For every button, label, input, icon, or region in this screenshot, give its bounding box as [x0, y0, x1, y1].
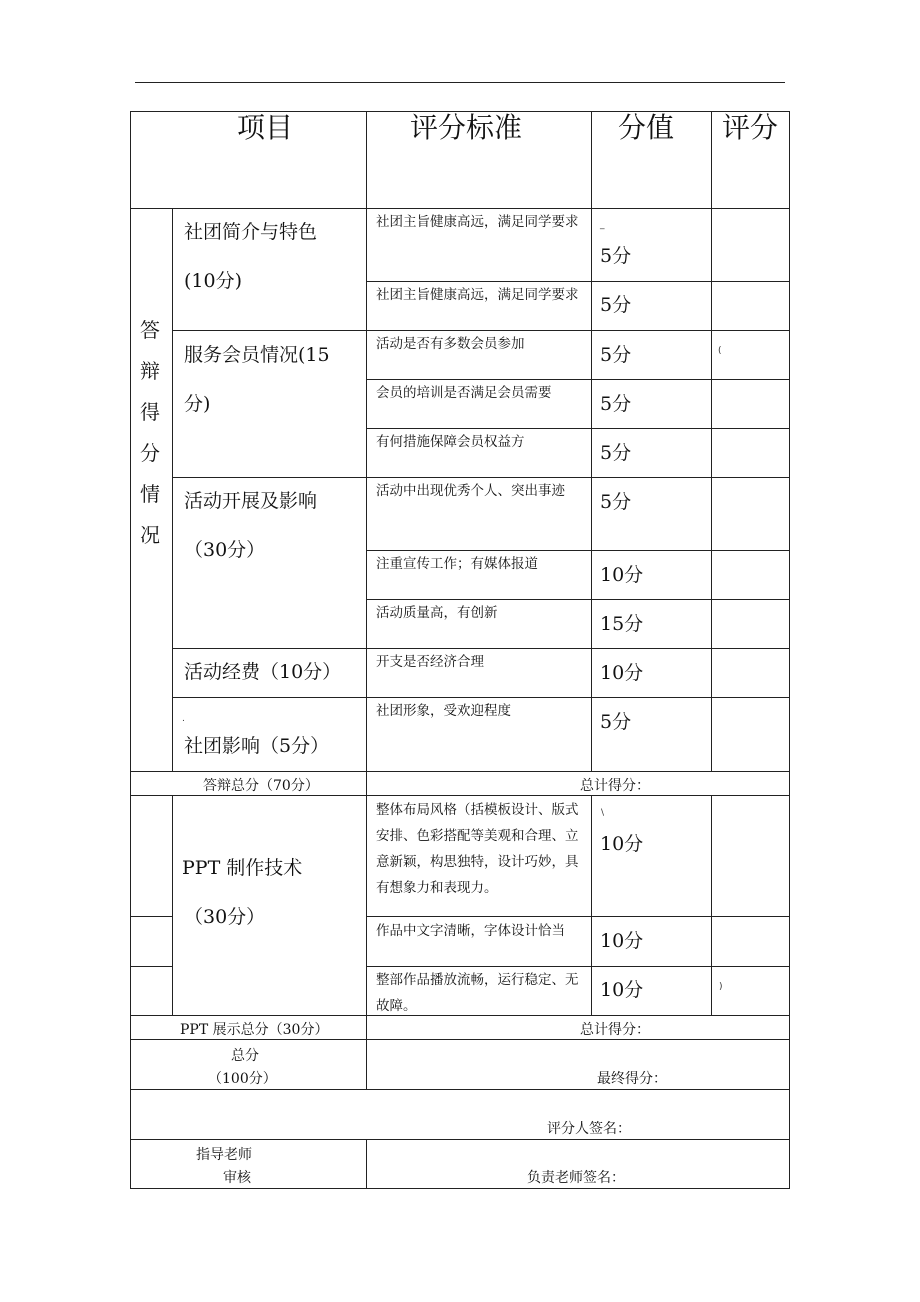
score-input-cell[interactable]	[711, 648, 790, 698]
grader-sign-label: 评分人签名：	[547, 1121, 631, 1137]
value-text: 10分	[600, 930, 644, 952]
value-text: 5分	[600, 491, 632, 513]
score-input-cell[interactable]	[711, 697, 790, 772]
criteria-text: 整部作品播放流畅，运行稳定、无故障。	[376, 972, 579, 1014]
side-char: 分	[140, 441, 160, 465]
top-rule	[135, 82, 785, 83]
criteria-text: 整体布局风格（括模板设计、版式安排、色彩搭配等美观和合理、立意新颖，构思独特，设计巧妙，具有想象力和表现力。	[376, 802, 579, 896]
ppt-total-score-label: 总计得分：	[580, 1022, 650, 1038]
criteria-text: 活动中出现优秀个人、突出事迹	[376, 483, 565, 499]
score-input-cell[interactable]	[711, 330, 790, 380]
criteria-text: 社团主旨健康高远，满足同学要求	[376, 287, 579, 303]
advisor-label: 指导老师	[196, 1147, 252, 1163]
score-input-cell[interactable]	[711, 550, 790, 600]
final-score-cell[interactable]	[366, 1039, 790, 1090]
criteria-text: 会员的培训是否满足会员需要	[376, 385, 552, 401]
ppt-side-cell	[130, 966, 173, 1016]
group-points: 分)	[184, 393, 211, 415]
value-text: 10分	[600, 662, 644, 684]
defense-total-score-label: 总计得分：	[580, 778, 650, 794]
side-char: 况	[140, 523, 160, 547]
criteria-text: 作品中文字清晰，字体设计恰当	[376, 923, 565, 939]
value-text: 5分	[600, 294, 632, 316]
group-name: 服务会员情况(15	[184, 344, 330, 366]
group-name: 活动开展及影响	[184, 490, 318, 512]
ppt-total-label: PPT 展示总分（30分）	[180, 1022, 329, 1038]
ppt-name: PPT 制作技术	[182, 857, 303, 879]
score-input-cell[interactable]	[711, 795, 790, 917]
value-text: 5分	[600, 711, 632, 733]
review-label: 审核	[223, 1170, 251, 1186]
teacher-sign-label: 负责老师签名：	[527, 1170, 625, 1186]
ppt-side-cell	[130, 916, 173, 967]
value-text: 5分	[600, 245, 632, 267]
header-value: 分值	[618, 111, 675, 144]
score-input-cell[interactable]	[711, 379, 790, 429]
header-score: 评分	[722, 111, 779, 144]
grader-sign-cell[interactable]	[130, 1089, 790, 1140]
header-criteria: 评分标准	[410, 111, 523, 144]
criteria-text: 社团主旨健康高远，满足同学要求	[376, 214, 579, 230]
score-input-cell[interactable]	[711, 599, 790, 649]
value-text: 5分	[600, 344, 632, 366]
value-text: 5分	[600, 442, 632, 464]
value-text: 5分	[600, 393, 632, 415]
criteria-text: 有何措施保障会员权益方	[376, 434, 525, 450]
final-score-label: 最终得分：	[597, 1071, 667, 1087]
value-text: 15分	[600, 613, 644, 635]
defense-total-label: 答辩总分（70分）	[203, 778, 319, 794]
value-text: 10分	[600, 564, 644, 586]
grand-total-points: （100分）	[208, 1071, 277, 1087]
header-project: 项目	[237, 111, 294, 144]
group-points: （30分）	[184, 539, 266, 561]
group-name: 社团影响（5分）	[184, 735, 330, 757]
defense-total-score-cell[interactable]	[366, 771, 790, 796]
score-input-cell[interactable]	[711, 477, 790, 551]
group-name: 活动经费（10分）	[184, 661, 342, 683]
group-name: 社团简介与特色	[184, 221, 318, 243]
value-text: 10分	[600, 833, 644, 855]
criteria-text: 活动质量高，有创新	[376, 605, 498, 621]
criteria-text: 社团形象，受欢迎程度	[376, 703, 511, 719]
defense-side-label	[136, 310, 164, 556]
group-points: (10分)	[184, 270, 243, 292]
score-input-cell[interactable]	[711, 281, 790, 331]
score-input-cell[interactable]	[711, 916, 790, 967]
side-char: 辩	[140, 359, 160, 383]
side-char: 得	[140, 400, 160, 424]
side-char: 答	[140, 318, 160, 342]
criteria-text: 活动是否有多数会员参加	[376, 336, 525, 352]
ppt-side-cell	[130, 795, 173, 917]
grand-total-label: 总分	[231, 1048, 259, 1064]
side-char: 情	[140, 482, 160, 506]
criteria-text: 开支是否经济合理	[376, 654, 484, 670]
score-input-cell[interactable]	[711, 428, 790, 478]
criteria-text: 注重宣传工作；有媒体报道	[376, 556, 538, 572]
score-input-cell[interactable]	[711, 208, 790, 282]
value-text: 10分	[600, 979, 644, 1001]
ppt-points: （30分）	[184, 906, 266, 928]
